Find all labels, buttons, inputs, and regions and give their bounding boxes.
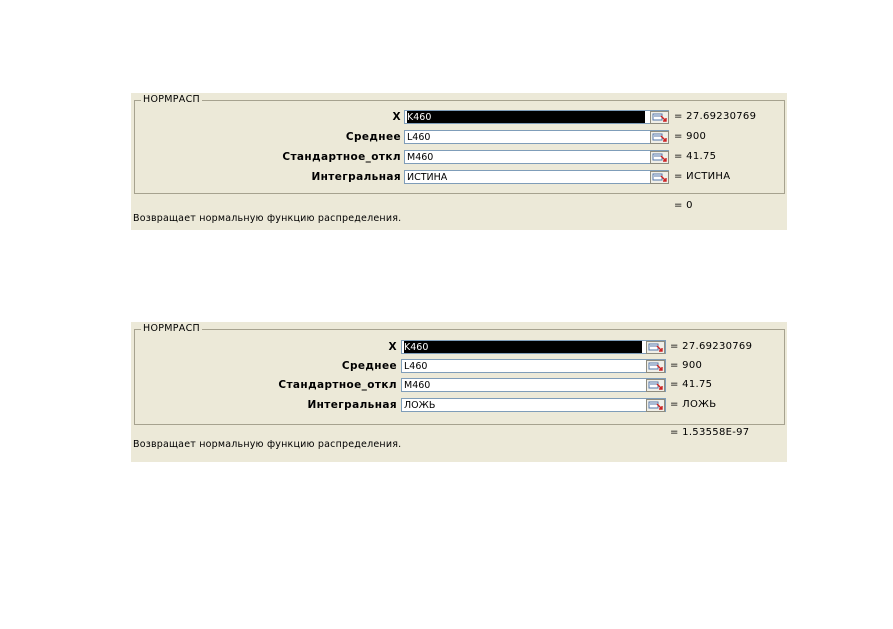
arg-label-mean: Среднее (345, 131, 401, 143)
function-name: НОРМРАСП (143, 323, 200, 334)
collapse-dialog-icon[interactable] (646, 360, 665, 373)
arg-label-mean: Среднее (341, 360, 397, 372)
arg-label-cumulative: Интегральная (307, 399, 397, 411)
formula-result: = 1.53558E-97 (670, 427, 750, 438)
arg-result-mean: = 900 (670, 360, 703, 371)
arg-result-stdev: = 41.75 (670, 379, 713, 390)
arg-label-cumulative: Интегральная (311, 171, 401, 183)
arg-result-cumulative: = ЛОЖЬ (670, 399, 717, 410)
formula-result: = 0 (674, 200, 693, 211)
collapse-dialog-icon[interactable] (650, 171, 669, 184)
arg-result-cumulative: = ИСТИНА (674, 171, 731, 182)
collapse-dialog-icon[interactable] (650, 151, 669, 164)
arg-field-mean[interactable]: L460 (401, 359, 666, 373)
arg-label-x: X (392, 111, 401, 123)
arg-result-x: = 27.69230769 (674, 111, 757, 122)
arg-result-mean: = 900 (674, 131, 707, 142)
collapse-dialog-icon[interactable] (646, 399, 665, 412)
arg-result-stdev: = 41.75 (674, 151, 717, 162)
arg-result-x: = 27.69230769 (670, 341, 753, 352)
function-description: Возвращает нормальную функцию распределения. (133, 439, 402, 450)
collapse-dialog-icon[interactable] (646, 379, 665, 392)
function-arguments-panel-1 (131, 93, 787, 230)
arg-field-cumulative[interactable]: ИСТИНА (404, 170, 669, 184)
arg-field-cumulative[interactable]: ЛОЖЬ (401, 398, 666, 412)
function-arguments-panel-2 (131, 322, 787, 462)
arg-field-x[interactable]: K460 (404, 110, 669, 124)
arg-field-mean[interactable]: L460 (404, 130, 669, 144)
function-name: НОРМРАСП (143, 94, 200, 105)
function-description: Возвращает нормальную функцию распределения. (133, 213, 402, 224)
arg-field-stdev[interactable]: M460 (404, 150, 669, 164)
arg-label-stdev: Стандартное_откл (278, 379, 397, 391)
arg-label-stdev: Стандартное_откл (282, 151, 401, 163)
arg-field-x[interactable]: K460 (401, 340, 666, 354)
arg-label-x: X (388, 341, 397, 353)
arg-field-stdev[interactable]: M460 (401, 378, 666, 392)
collapse-dialog-icon[interactable] (650, 111, 669, 124)
collapse-dialog-icon[interactable] (650, 131, 669, 144)
collapse-dialog-icon[interactable] (646, 341, 665, 354)
